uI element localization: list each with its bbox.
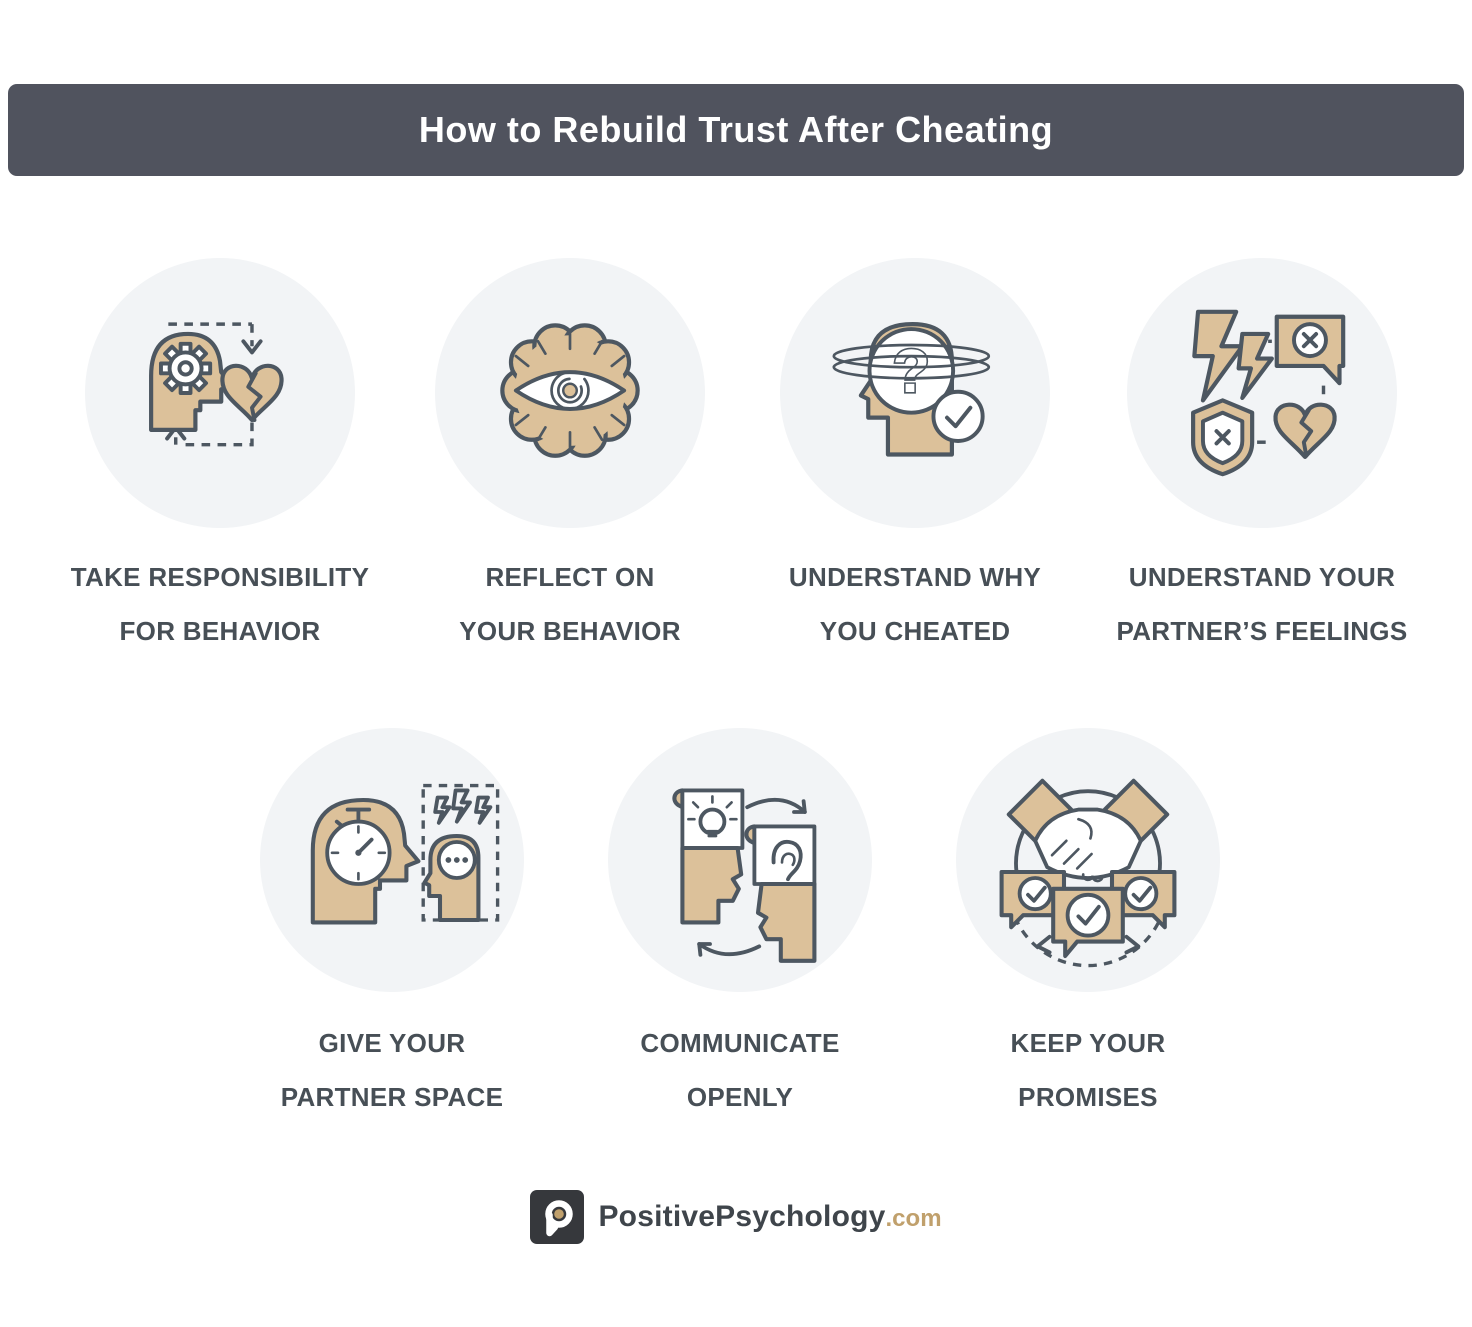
icon-circle bbox=[435, 258, 705, 528]
broken-heart-icon bbox=[222, 366, 281, 420]
icon-circle bbox=[260, 728, 524, 992]
brain-eye-icon bbox=[447, 270, 693, 516]
handshake-promises-icon bbox=[968, 740, 1208, 980]
head-question-check-icon bbox=[792, 270, 1038, 516]
question-mark-glyph: ? bbox=[892, 336, 931, 406]
step-label: KEEP YOUR PROMISES bbox=[1010, 1028, 1166, 1112]
step-label: TAKE RESPONSIBILITY FOR BEHAVIOR bbox=[70, 562, 370, 646]
step-label: UNDERSTAND WHY YOU CHEATED bbox=[788, 562, 1042, 646]
page-title: How to Rebuild Trust After Cheating bbox=[418, 109, 1054, 150]
step-label: UNDERSTAND YOUR PARTNER’S FEELINGS bbox=[1116, 562, 1408, 646]
step-give-space bbox=[217, 728, 567, 1124]
step-communicate bbox=[565, 728, 915, 1124]
speech-bubble-x-icon bbox=[1277, 317, 1343, 383]
conflict-broken-heart-icon bbox=[1139, 270, 1385, 516]
step-label: COMMUNICATE OPENLY bbox=[640, 1028, 840, 1112]
listen-scroll-icon bbox=[746, 826, 814, 884]
step-keep-promises bbox=[913, 728, 1263, 1124]
right-head bbox=[758, 884, 814, 961]
idea-scroll-icon bbox=[674, 790, 742, 848]
step-reflect bbox=[395, 258, 745, 658]
step-understand-why bbox=[740, 258, 1090, 658]
icon-circle bbox=[956, 728, 1220, 992]
icon-circle bbox=[780, 258, 1050, 528]
step-partners-feelings bbox=[1087, 258, 1437, 658]
promise-bubble-center bbox=[1053, 889, 1123, 956]
positivepsychology-logo-icon bbox=[530, 1190, 584, 1244]
brand-footer bbox=[0, 1190, 1472, 1244]
icon-circle bbox=[608, 728, 872, 992]
shield-x-icon bbox=[1193, 400, 1252, 474]
left-head bbox=[682, 848, 741, 922]
title-banner bbox=[8, 84, 1464, 176]
icon-circle bbox=[85, 258, 355, 528]
small-head-ellipsis-icon bbox=[424, 836, 478, 920]
icon-circle bbox=[1127, 258, 1397, 528]
broken-heart-icon bbox=[1275, 405, 1334, 457]
stress-bolts-icon bbox=[435, 790, 490, 822]
step-label: GIVE YOUR PARTNER SPACE bbox=[280, 1028, 504, 1112]
brand-text bbox=[598, 1200, 941, 1234]
head-stopwatch-space-icon bbox=[272, 740, 512, 980]
step-label: REFLECT ON YOUR BEHAVIOR bbox=[459, 562, 681, 646]
two-heads-exchange-icon bbox=[620, 740, 860, 980]
brand-name: PositivePsychology bbox=[598, 1200, 886, 1233]
head-gear-broken-heart-icon bbox=[97, 270, 343, 516]
handshake-icon bbox=[1009, 781, 1167, 881]
brand-tld: .com bbox=[885, 1205, 942, 1232]
gear-icon bbox=[161, 344, 210, 393]
lightning-bolts-icon bbox=[1194, 312, 1271, 401]
check-circle-icon bbox=[933, 392, 982, 441]
step-take-responsibility bbox=[45, 258, 395, 658]
